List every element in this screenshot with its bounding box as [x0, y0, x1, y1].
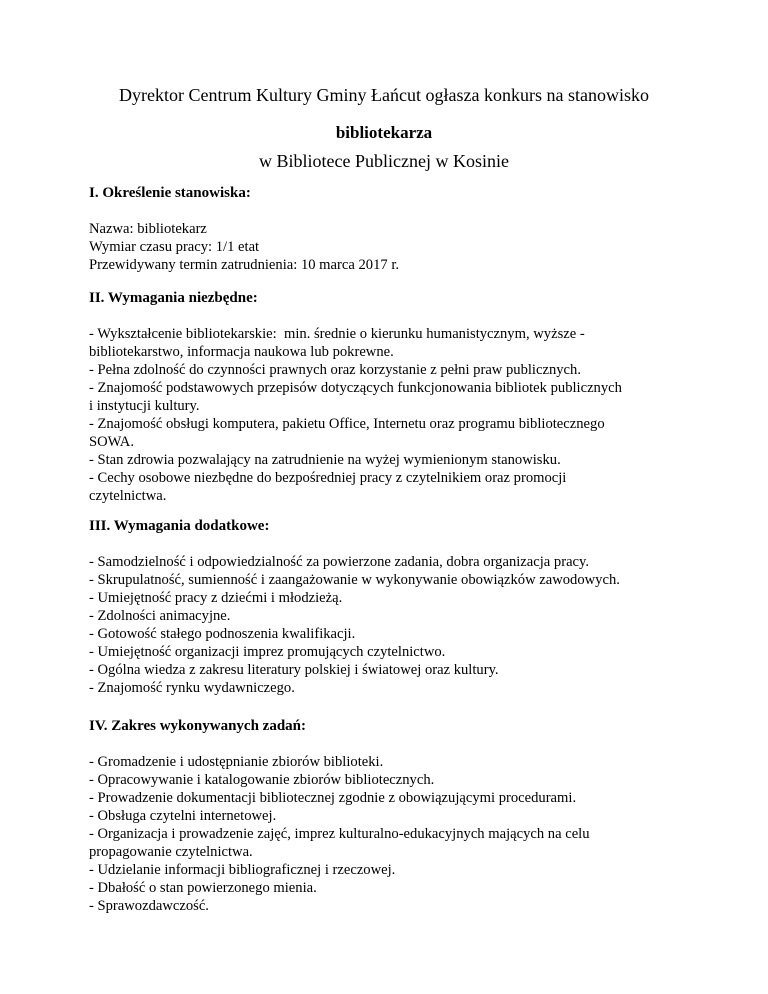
section-heading: I. Określenie stanowiska: — [89, 185, 251, 201]
text-line: - Wykształcenie bibliotekarskie: min. średnie o kierunku humanistycznym, wyższe - — [89, 326, 585, 342]
text-line: - Umiejętność organizacji imprez promujących czytelnictwo. — [89, 644, 446, 660]
announcement-title: Dyrektor Centrum Kultury Gminy Łańcut ogłasza konkurs na stanowisko — [119, 85, 649, 105]
text-line: - Zdolności animacyjne. — [89, 608, 231, 624]
text-line: - Skrupulatność, sumienność i zaangażowanie w wykonywanie obowiązków zawodowych. — [89, 572, 620, 588]
text-line: - Gotowość stałego podnoszenia kwalifikacji. — [89, 626, 356, 642]
section-position-definition — [89, 184, 689, 274]
text-line: - Znajomość obsługi komputera, pakietu Office, Internetu oraz programu bibliotecznego — [89, 416, 605, 432]
text-line: Przewidywany termin zatrudnienia: 10 marca 2017 r. — [89, 257, 400, 273]
section-body — [89, 325, 689, 505]
text-line: - Ogólna wiedza z zakresu literatury polskiej i światowej oraz kultury. — [89, 662, 499, 678]
text-line: - Stan zdrowia pozwalający na zatrudnienie na wyżej wymienionym stanowisku. — [89, 452, 561, 468]
section-required-qualifications — [89, 289, 689, 505]
text-line: - Organizacja i prowadzenie zajęć, imprez kulturalno-edukacyjnych mających na celu — [89, 826, 590, 842]
text-line: - Cechy osobowe niezbędne do bezpośredniej pracy z czytelnikiem oraz promocji — [89, 470, 567, 486]
section-heading: II. Wymagania niezbędne: — [89, 290, 258, 306]
text-line: Wymiar czasu pracy: 1/1 etat — [89, 239, 260, 255]
section-body — [89, 753, 689, 915]
text-line: - Samodzielność i odpowiedzialność za powierzone zadania, dobra organizacja pracy. — [89, 554, 590, 570]
text-line: - Obsługa czytelni internetowej. — [89, 808, 277, 824]
section-body — [89, 553, 689, 697]
text-line: - Udzielanie informacji bibliograficznej i rzeczowej. — [89, 862, 396, 878]
text-line: i instytucji kultury. — [89, 398, 200, 414]
text-line: - Opracowywanie i katalogowanie zbiorów bibliotecznych. — [89, 772, 435, 788]
text-line: - Pełna zdolność do czynności prawnych oraz korzystanie z pełni praw publicznych. — [89, 362, 581, 378]
text-line: - Umiejętność pracy z dziećmi i młodzieżą. — [89, 590, 343, 606]
text-line: propagowanie czytelnictwa. — [89, 844, 253, 860]
text-line: SOWA. — [89, 434, 134, 450]
text-line: - Gromadzenie i udostępnianie zbiorów biblioteki. — [89, 754, 384, 770]
section-additional-qualifications — [89, 517, 689, 697]
workplace-title: w Bibliotece Publicznej w Kosinie — [259, 151, 509, 171]
text-line: czytelnictwa. — [89, 488, 167, 504]
text-line: - Znajomość rynku wydawniczego. — [89, 680, 295, 696]
section-heading: III. Wymagania dodatkowe: — [89, 518, 270, 534]
text-line: - Prowadzenie dokumentacji bibliotecznej zgodnie z obowiązującymi procedurami. — [89, 790, 577, 806]
section-heading: IV. Zakres wykonywanych zadań: — [89, 718, 306, 734]
section-task-scope — [89, 717, 689, 915]
position-title: bibliotekarza — [335, 123, 433, 142]
text-line: - Znajomość podstawowych przepisów dotyczących funkcjonowania bibliotek publicznych — [89, 380, 622, 396]
section-body — [89, 220, 689, 274]
text-line: Nazwa: bibliotekarz — [89, 221, 207, 237]
text-line: bibliotekarstwo, informacja naukowa lub pokrewne. — [89, 344, 394, 360]
text-line: - Sprawozdawczość. — [89, 898, 209, 914]
text-line: - Dbałość o stan powierzonego mienia. — [89, 880, 317, 896]
